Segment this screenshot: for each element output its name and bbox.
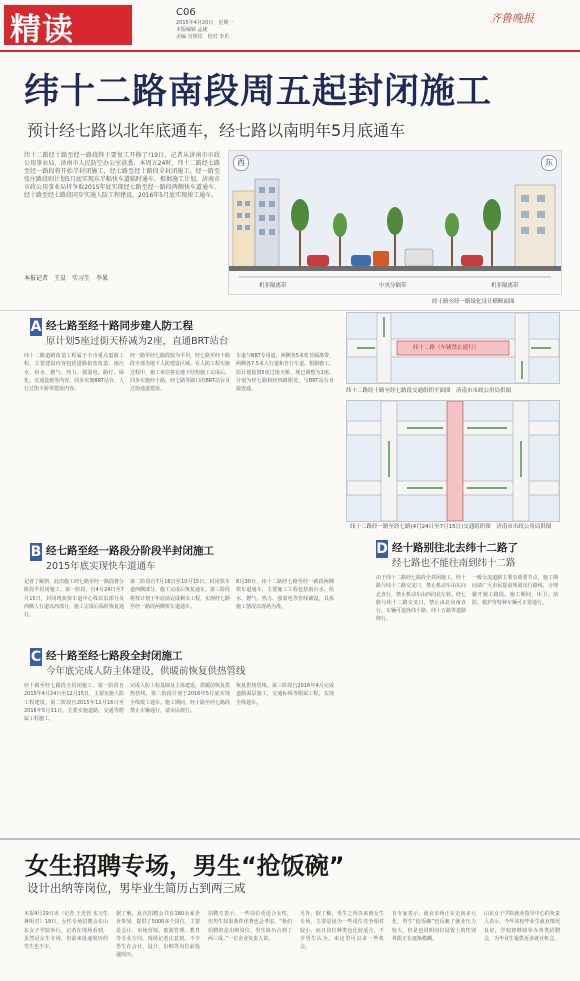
section-a-col2: 经一路至经七路段较为平坦，经七路至经十路段全部为地下人防建设区域。在人防工程实施过程中，施工单位将在地下结构施工完成后，同步实施经十路、经七路等路口的BRT站台及过街通道建设。 [130,353,231,393]
second-subhead: 设计出纳等岗位，男毕业生简历占到两三成 [27,881,246,895]
second-headline: 女生招聘专场，男生“抢饭碗” [25,852,345,880]
traffic-map-2 [346,400,560,522]
edition-meta [176,20,233,41]
section-b-letter: B [30,544,42,560]
section-b-col2: 第二阶段自7月16日至10月15日，封闭快车道西侧部分，施工完成后恢复通车。第三阶段将按计划于年底前完成剩余工程，实现经七路至经一路段两侧快车道通车。 [130,579,231,610]
article2-col5: 有专家表示，就业市场正在走向多元化，男生“抢饭碗”也反映了就业压力较大，但是也说明岗位设置上的性别界限正在逐渐模糊。 [392,911,476,942]
section-b-subtitle: 2015年底实现快车道通车 [46,561,156,572]
newspaper-masthead: 齐鲁晚报 [490,12,534,25]
section-d-title: 经十路别往北去纬十二路了 [392,542,518,554]
article2-col4: 另外，据了解，男生之所以来到女生专场，主要是因为一些岗位竞争相对较小，而且岗位种类也比较适合。不少男生认为，来这里可以多一些机会。 [300,911,384,951]
section-d-letter: D [376,541,388,557]
page-number: C06 [176,7,196,18]
byline: 本报记者 王皇 实习生 李果 [24,275,109,282]
map2-caption: 纬十二路经一路至经七路(4月24日至7月15日)交通组织图 济南市市政公用局供图 [350,524,552,530]
traffic-map-2-drawing [347,401,559,521]
section-c-col2: 完成人防工程基础及主体建设，供暖前恢复供热管线。第二阶段计划于2016年5月底实现全线竣工通车。施工期间，经十路至经七路段禁止车辆通行，请市民绕行。 [130,683,231,714]
street-caption: 经十路至经一路绿化设计横断面图 [432,299,515,305]
meta-editor: 本版编辑 孟婕 [176,27,208,33]
section-d-subtitle: 经七路也不能往南到纬十二路 [392,558,516,569]
section-a-subtitle: 原计划5座过街天桥减为2座，直通BRT站台 [46,336,229,347]
section-a-col1: 纬十二路道路改造工程属于全市重点道路工程，主要建设内容包括道路拓宽改造、雨污水、给水、燃气、热力、强弱电、路灯、绿化、交通设施等内容。同步实施BRT站台、人行过街天桥等建设内容。 [24,353,124,393]
section-c-col1: 经十路至经七路段全封闭施工。第一阶段自2015年4月24日至12月15日，主要实施人防工程建设。第二阶段自2015年12月16日至2016年5月31日，主要实施道路、交通等附属工程施工。 [24,683,124,723]
section-title: 精读 [10,12,74,48]
section-b-col3: 8月30日，纬十二路经七路至经一路段两侧快车道通车，主要施工工程包括雨污水、给水、燃气、热力、强弱电等管线铺设，具体施工情况以现场为准。 [236,579,334,610]
map1-closed-label: 纬十二路（车辆禁止通行） [413,345,480,351]
section-c-subtitle: 今年底完成人防主体建设，供暖前恢复供热管线 [46,666,246,677]
article2-col2: 据了解，此次招聘会共有180余家企业参加，提供了5000多个岗位，主要是会计、市场营销、旅游管理、教育等专业方向。现场记者注意到，不少男生在会计、设计、出纳等岗位前投递简历。 [116,911,200,959]
label-divider-left: 机非隔离带 [259,283,287,289]
section-b-col1: 记者了解到，此次施工经七路至经一路段将分阶段半封闭施工。第一阶段，自4月24日至7月15日，封闭现状快车道中心线以东部分及西侧人行道以西部分，施工完成后临时恢复通行。 [24,579,125,619]
label-divider-right: 机非隔离带 [491,283,519,289]
section-a-col3: 车道与BRT专用道，两侧各5米机非隔离带，两侧各7.5米人行道和自行车道。根据施工，原计划设置5座过街天桥，现已调整为2座，分别为经七路和经四路附近，与BRT站台直接连通。 [236,353,334,393]
main-subhead: 预计经七路以北年底通车，经七路以南明年5月底通车 [27,121,406,140]
section-c-col3: 恢复供热管线。第三阶段自2016年4月完成道路面层施工，交通标线等附属工程，实现全线通车。 [236,683,334,706]
map1-caption: 纬十二路经十路至经七路段交通组织平面图 济南市市政公用局供图 [346,388,512,394]
main-headline: 纬十二路南段周五起封闭施工 [24,72,493,112]
section-c-title: 经十路至经七路段全封闭施工 [46,650,183,662]
section-c-letter: C [30,649,42,665]
street-cross-section-illustration [228,150,562,295]
article-divider [0,838,580,840]
east-badge: 东 [541,155,557,171]
lead-paragraph: 纬十二路经十路至经一路段终于要复工开修了!19日，记者从济南市市政公用事业局、济南市人民防空办公室获悉，本周五24时，纬十二路经七路至经一路段将开始半封闭施工，经七路至经十路段全封闭施工。经一路至张庄路段则计划5月底实现东半幅快车道临时通车。根据施工计划，济南市市政公用事业局将争取2015年底实现经七路至经一路段两侧快车道通车，经十路至经七路段同步实施人防工程建设，2016年5月底实现竣工通车。 [24,152,220,199]
article2-col6: 山东女子学院就业指导中心的负责人表示，今年该校毕业生就业情况良好，学校将继续举办各类招聘会，为毕业生提供更多就业机会。 [484,911,560,942]
meta-date: 2015年4月20日 星期一 [176,20,234,26]
header-rule [0,50,580,52]
street-drawing [229,151,561,294]
section-a-title: 经七路至经十路同步建人防工程 [46,320,193,332]
article2-col1: 本报4月19日讯（记者 王光营 实习生 蒋明君）19日，女性专场招聘会在山东女子学院举行，记者在现场看到，虽然是女生专场，但前来投递简历的男生也不少。 [24,911,108,951]
traffic-map-1 [346,312,560,384]
section-d-col2: 一级分流道路主要有重要节点，施工期间请广大市民提前规划出行路线，合理避开施工路段。施工期间，环卫、消防、救护等特种车辆可正常通行。 [472,575,558,606]
section-a-letter: A [30,319,42,335]
label-median: 中央分隔带 [379,283,407,289]
article2-col3: 招聘方表示，一些岗位更适合女性，但男生如果条件优秀也会考虑。“我们招聘的是出纳岗位，男生简历占到了两三成。”一位企业负责人说。 [208,911,292,942]
section-d-col1: 由于纬十二路经七路段全封闭施工，经十路与纬十二路交叉口，禁止机动车由东向北直行，禁止机动车由西向北左转。经七路与纬十二路交叉口，禁止由北向南直行。车辆可选择纬十路、纬十五路等道路绕行。 [376,575,467,623]
meta-design: 美编 宫照昆 校对 李乐 [176,34,230,40]
west-badge: 西 [233,155,249,171]
section-b-title: 经七路至经一路段分阶段半封闭施工 [46,545,214,557]
section-divider [0,310,580,311]
